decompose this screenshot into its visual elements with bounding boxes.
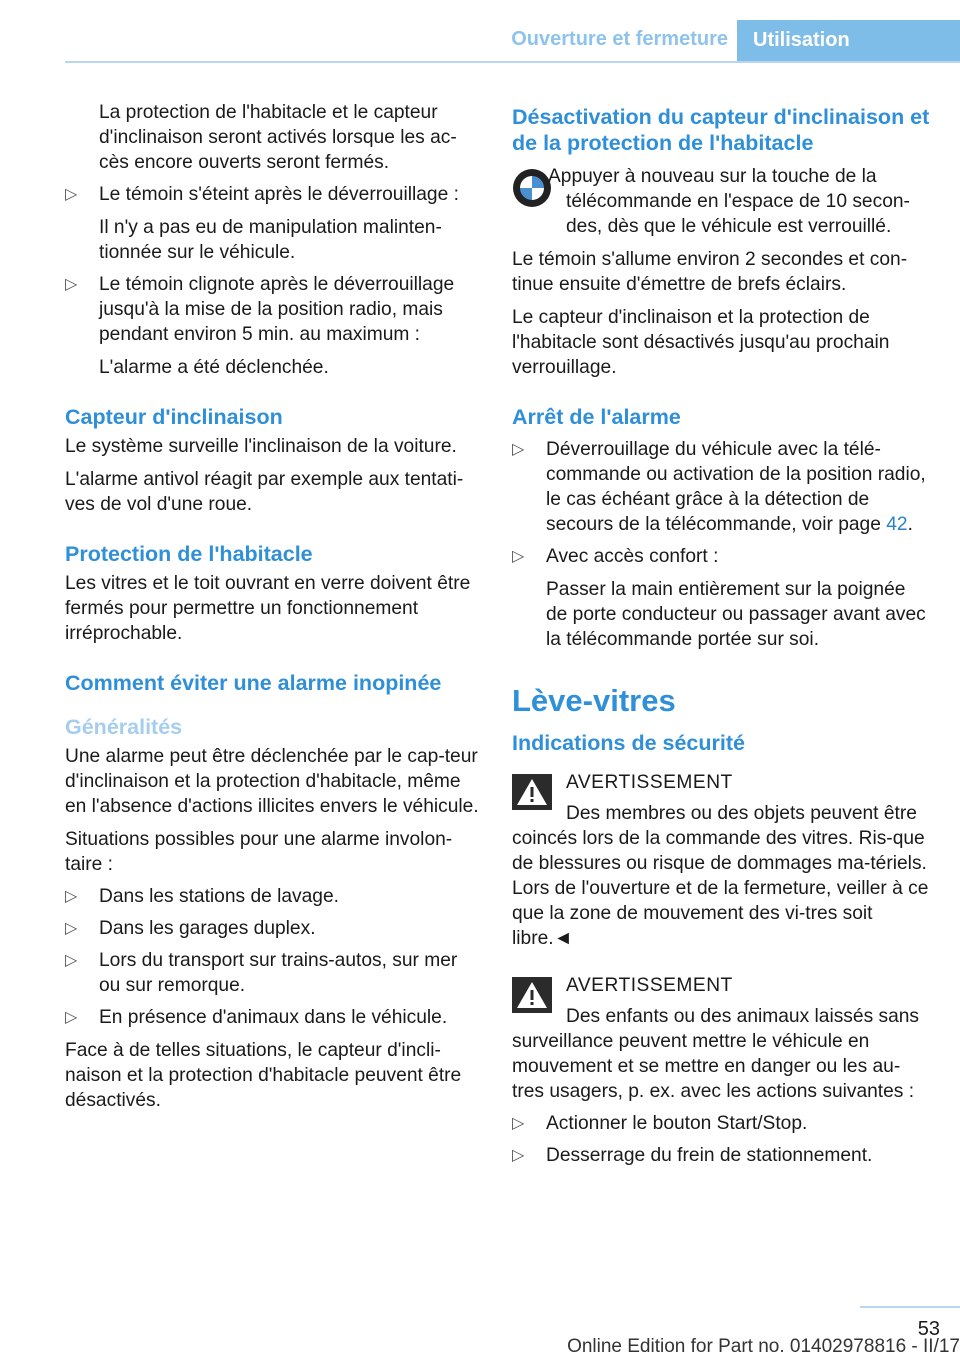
paragraph: Situations possibles pour une alarme involon-taire : [65,829,453,875]
warning-text: Des enfants ou des animaux laissés sans surveillance peuvent mettre le véhicule en mouvement et se mettre en danger ou les au-tres usagers, p. ex. avec les actions suivantes : [512,1006,920,1102]
triangle-right-icon: ▷ [65,186,78,203]
list-item-text: Le témoin s'éteint après le déverrouillage : [99,184,459,205]
heading-arret: Arrêt de l'alarme [512,405,681,429]
paragraph: Les vitres et le toit ouvrant en verre doivent être fermés pour permettre un fonctionnement irréprochable. [65,573,471,644]
left-column [65,100,480,1113]
list-item [512,544,930,569]
list-item [65,884,480,909]
paragraph: Le capteur d'inclinaison et la protection de l'habitacle sont désactivés jusqu'au prochain verrouillage. [512,307,890,378]
list-item [512,1111,930,1136]
paragraph: Le système surveille l'inclinaison de la voiture. [65,436,457,457]
list-item-detail: Passer la main entièrement sur la poignée de porte conducteur ou passager avant avec la télécommande portée sur soi. [546,579,926,650]
warning-block-1 [512,770,930,951]
header-rule [65,61,960,63]
bmw-logo-icon [512,168,552,215]
triangle-right-icon: ▷ [512,548,525,565]
triangle-right-icon: ▷ [512,441,525,458]
list-item [65,1005,480,1030]
triangle-right-icon: ▷ [65,952,78,969]
list-item-text: Desserrage du frein de stationnement. [546,1145,873,1166]
heading-leve-vitres: Lève-vitres [512,683,676,718]
list-item-text: Dans les stations de lavage. [99,886,339,907]
triangle-right-icon: ▷ [512,1115,525,1132]
triangle-right-icon: ▷ [65,920,78,937]
intro-text: La protection de l'habitacle et le capteur d'inclinaison seront activés lorsque les ac-cès encore ouverts seront fermés. [99,102,457,173]
triangle-right-icon: ▷ [65,888,78,905]
list-item-text: Actionner le bouton Start/Stop. [546,1113,808,1134]
warning-text: Des membres ou des objets peuvent être coincés lors de la commande des vitres. Ris-que de blessures ou risque de dommages ma-tériels. Lors de l'ouverture et de la fermeture, veiller à ce que la zone de mouvement des vi-tres soit libre.◄ [512,803,929,949]
footer-rule [860,1306,960,1308]
page-number: 53 [917,1318,940,1340]
heading-securite: Indications de sécurité [512,731,745,755]
page-link[interactable]: 42 [886,514,908,535]
desactivation-block [512,164,930,239]
list-item-text: Dans les garages duplex. [99,918,316,939]
paragraph: Le témoin s'allume environ 2 secondes et con-tinue ensuite d'émettre de brefs éclairs. [512,249,908,295]
triangle-right-icon: ▷ [65,1009,78,1026]
paragraph: Appuyer à nouveau sur la touche de la télécommande en l'espace de 10 secon-des, dès que le véhicule est verrouillé. [548,166,910,237]
section-title: Ouverture et fermeture [511,28,728,50]
heading-desactivation: Désactivation du capteur d'inclinaison et de la protection de l'habitacle [512,105,930,155]
warning-title: AVERTISSEMENT [566,772,733,793]
list-item-detail: Il n'y a pas eu de manipulation malinten-tionnée sur le véhicule. [99,217,442,263]
list-item-detail: L'alarme a été déclenchée. [99,357,329,378]
triangle-right-icon: ▷ [65,276,78,293]
right-column [512,100,930,1168]
list-item [65,916,480,941]
warning-triangle-icon [512,977,552,1020]
heading-generalites: Généralités [65,715,183,739]
list-item [65,948,480,998]
chapter-tab: Utilisation [737,20,960,61]
warning-block-2 [512,973,930,1104]
heading-capteur: Capteur d'inclinaison [65,405,283,429]
list-item-text: Déverrouillage du véhicule avec la télé-commande ou activation de la position radio, le cas échéant grâce à la détection de secours de la télécommande, voir page [546,439,926,535]
list-item [65,272,480,347]
list-item-text: En présence d'animaux dans le véhicule. [99,1007,448,1028]
list-item-text: Lors du transport sur trains-autos, sur mer ou sur remorque. [99,950,458,996]
warning-triangle-icon [512,774,552,817]
list-item-text: Avec accès confort : [546,546,719,567]
list-item [512,1143,930,1168]
list-item: ▷ Déverrouillage du véhicule avec la télé-commande ou activation de la position radio, le cas échéant grâce à la détection de secours de la télécommande, voir page 42. [512,439,926,535]
paragraph: L'alarme antivol réagit par exemple aux tentati-ves de vol d'une roue. [65,469,464,515]
heading-eviter: Comment éviter une alarme inopinée [65,671,442,695]
triangle-right-icon: ▷ [512,1147,525,1164]
paragraph: Face à de telles situations, le capteur d'incli-naison et la protection d'habitacle peuvent être désactivés. [65,1040,462,1111]
list-item-text: Le témoin clignote après le déverrouillage jusqu'à la mise de la position radio, mais pendant environ 5 min. au maximum : [99,274,455,345]
paragraph: Une alarme peut être déclenchée par le cap-teur d'inclinaison et la protection d'habitacle, même en l'absence d'actions illicites envers le véhicule. [65,746,479,817]
heading-protection: Protection de l'habitacle [65,542,313,566]
warning-title: AVERTISSEMENT [566,975,733,996]
list-item [65,182,480,207]
edition-footer: Online Edition for Part no. 01402978816 - II/17 [567,1336,960,1357]
